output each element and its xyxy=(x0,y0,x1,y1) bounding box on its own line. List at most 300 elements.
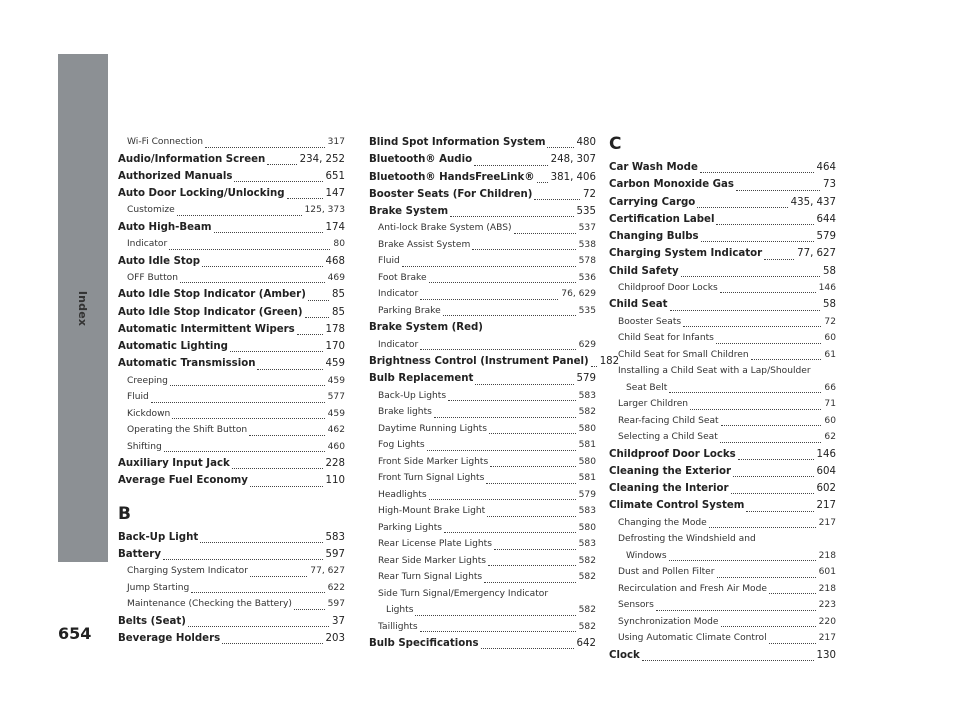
entry-term: Automatic Transmission xyxy=(118,358,256,370)
index-group-b xyxy=(118,529,345,648)
index-entry xyxy=(118,529,345,546)
entry-term: Auto Door Locking/Unlocking xyxy=(118,188,285,199)
index-entry xyxy=(118,355,345,372)
entry-term: Brake Assist System xyxy=(378,239,471,250)
index-subentry xyxy=(118,373,345,390)
index-subentry xyxy=(609,314,836,331)
index-entry xyxy=(369,186,596,203)
entry-term: Rear-facing Child Seat xyxy=(618,415,719,426)
index-subentry xyxy=(369,303,596,320)
entry-page-refs: 535 xyxy=(576,206,596,217)
entry-term: Battery xyxy=(118,548,161,560)
entry-page-refs: 146 xyxy=(818,282,836,293)
entry-page-refs: 130 xyxy=(816,649,836,661)
entry-page-refs: 174 xyxy=(325,221,345,233)
dot-leader xyxy=(200,542,322,543)
entry-page-refs: 583 xyxy=(325,531,345,543)
entry-page-refs: 147 xyxy=(325,188,345,199)
index-entry xyxy=(609,211,836,228)
entry-term: Seat Belt xyxy=(626,382,668,393)
index-subentry xyxy=(609,330,836,347)
entry-page-refs: 582 xyxy=(578,605,596,615)
index-entry xyxy=(118,472,345,489)
entry-term: Brake System (Red) xyxy=(369,322,483,334)
entry-term: Childproof Door Locks xyxy=(618,282,718,293)
index-entry xyxy=(118,151,345,168)
dot-leader xyxy=(169,249,330,250)
index-subentry xyxy=(118,236,345,253)
dot-leader xyxy=(681,276,820,277)
index-entry xyxy=(369,134,596,151)
dot-leader xyxy=(163,559,323,560)
entry-page-refs: 597 xyxy=(325,548,345,560)
page-number: 654 xyxy=(58,624,92,643)
entry-term: Rear License Plate Lights xyxy=(378,539,492,549)
entry-term: Clock xyxy=(609,649,640,661)
entry-term: Kickdown xyxy=(127,408,171,419)
index-subentry xyxy=(118,439,345,456)
entry-term: Automatic Intermittent Wipers xyxy=(118,323,295,335)
entry-term: Indicator xyxy=(378,289,419,300)
entry-term: Auto Idle Stop xyxy=(118,255,201,267)
index-subentry xyxy=(369,270,596,287)
entry-page-refs: 72 xyxy=(583,188,596,200)
dot-leader xyxy=(188,626,329,627)
entry-page-refs: 58 xyxy=(823,265,836,277)
entry-term: Brake lights xyxy=(378,407,432,417)
index-subentry xyxy=(609,597,836,614)
index-subentry xyxy=(369,503,596,520)
dot-leader xyxy=(222,643,322,644)
dot-leader xyxy=(697,207,787,208)
index-entry xyxy=(118,168,345,185)
dot-leader xyxy=(721,425,822,426)
dot-leader xyxy=(250,576,307,577)
entry-page-refs: 459 xyxy=(327,375,345,386)
index-subentry xyxy=(118,563,345,580)
entry-term: Daytime Running Lights xyxy=(378,423,487,434)
entry-term: Authorized Manuals xyxy=(118,170,233,182)
entry-term: Bluetooth® Audio xyxy=(369,154,473,166)
index-subentry xyxy=(609,396,836,413)
entry-page-refs: 203 xyxy=(325,632,345,644)
entry-term: Back-Up Lights xyxy=(378,390,447,401)
entry-term: Wi-Fi Connection xyxy=(127,137,204,147)
entry-term: Headlights xyxy=(378,489,427,500)
index-entry xyxy=(609,647,836,664)
index-entry xyxy=(609,446,836,463)
entry-page-refs: 217 xyxy=(816,500,836,512)
dot-leader xyxy=(429,282,576,283)
entry-page-refs: 37 xyxy=(332,615,345,627)
index-subentry xyxy=(609,413,836,430)
index-entry xyxy=(118,321,345,338)
entry-page-refs: 223 xyxy=(818,600,836,610)
entry-term: Carrying Cargo xyxy=(609,196,696,208)
entry-term: Operating the Shift Button xyxy=(127,425,248,435)
entry-page-refs: 110 xyxy=(325,475,345,487)
dot-leader xyxy=(736,190,820,191)
dot-leader xyxy=(230,351,323,352)
entry-page-refs: 77, 627 xyxy=(310,566,345,576)
entry-term: Taillights xyxy=(378,621,418,632)
dot-leader xyxy=(420,299,558,300)
index-group-a xyxy=(118,134,345,490)
dot-leader xyxy=(249,435,324,436)
index-entry xyxy=(609,159,836,176)
index-entry xyxy=(609,245,836,262)
entry-page-refs: 85 xyxy=(332,289,345,301)
entry-page-refs: 248, 307 xyxy=(550,154,596,166)
entry-page-refs: 602 xyxy=(816,483,836,494)
index-subentry xyxy=(369,602,596,619)
index-column-2 xyxy=(369,134,620,652)
index-group-c xyxy=(609,159,836,664)
index-subentry xyxy=(609,581,836,598)
index-column-3 xyxy=(609,134,836,664)
entry-page-refs: 146 xyxy=(816,448,836,460)
dot-leader xyxy=(450,216,573,217)
entry-term: Auto Idle Stop Indicator (Amber) xyxy=(118,289,306,301)
index-subentry xyxy=(369,388,596,405)
dot-leader xyxy=(202,266,322,267)
entry-term: Changing Bulbs xyxy=(609,231,699,242)
index-entry xyxy=(369,151,596,168)
entry-page-refs: 217 xyxy=(818,517,836,528)
entry-page-refs: 578 xyxy=(578,256,596,267)
entry-term: Parking Brake xyxy=(378,305,441,316)
entry-term: Selecting a Child Seat xyxy=(618,432,718,442)
dot-leader xyxy=(164,451,325,452)
entry-term: High-Mount Brake Light xyxy=(378,506,486,516)
index-subentry xyxy=(609,614,836,631)
entry-term: Blind Spot Information System xyxy=(369,137,546,148)
entry-page-refs: 538 xyxy=(578,239,596,250)
entry-term: Lights xyxy=(386,605,414,615)
dot-leader xyxy=(494,549,576,550)
entry-term: Dust and Pollen Filter xyxy=(618,567,715,577)
dot-leader xyxy=(746,511,813,512)
dot-leader xyxy=(656,610,816,611)
dot-leader xyxy=(232,468,323,469)
entry-page-refs: 644 xyxy=(816,213,836,225)
index-subentry xyxy=(118,406,345,423)
index-entry xyxy=(609,176,836,193)
entry-term: Audio/Information Screen xyxy=(118,153,266,165)
dot-leader xyxy=(683,326,821,327)
dot-leader xyxy=(716,343,822,344)
dot-leader xyxy=(151,402,325,403)
entry-page-refs: 80 xyxy=(333,239,345,249)
dot-leader xyxy=(308,300,329,301)
index-entry xyxy=(118,613,345,630)
index-entry xyxy=(118,546,345,563)
index-subentry xyxy=(369,470,596,487)
index-subentry xyxy=(369,520,596,537)
dot-leader xyxy=(716,224,813,225)
index-subentry xyxy=(609,347,836,364)
dot-leader xyxy=(429,499,576,500)
entry-term: Cleaning the Exterior xyxy=(609,465,732,477)
entry-page-refs: 579 xyxy=(816,231,836,242)
dot-leader xyxy=(191,592,324,593)
entry-term: Installing a Child Seat with a Lap/Shoulder xyxy=(618,366,811,376)
entry-term: Charging System Indicator xyxy=(609,248,763,260)
entry-page-refs: 583 xyxy=(578,506,596,516)
index-group-b-continued xyxy=(369,134,620,652)
entry-page-refs: 234, 252 xyxy=(299,153,345,165)
entry-term: Certification Label xyxy=(609,213,715,225)
index-subentry xyxy=(609,363,836,380)
entry-term: Booster Seats (For Children) xyxy=(369,188,533,200)
entry-page-refs: 582 xyxy=(578,621,596,632)
index-subentry xyxy=(609,380,836,397)
dot-leader xyxy=(488,565,576,566)
entry-term: Anti-lock Brake System (ABS) xyxy=(378,223,512,234)
index-entry xyxy=(609,497,836,514)
section-letter-c: C xyxy=(609,134,622,154)
dot-leader xyxy=(769,643,816,644)
entry-page-refs: 629 xyxy=(578,339,596,350)
entry-term: Fluid xyxy=(127,392,149,402)
entry-page-refs: 469 xyxy=(327,272,345,283)
entry-page-refs: 71 xyxy=(824,399,836,409)
dot-leader xyxy=(591,366,597,367)
entry-term: Brightness Control (Instrument Panel) xyxy=(369,356,589,367)
dot-leader xyxy=(721,626,816,627)
index-tab-label: Index xyxy=(76,290,90,326)
entry-page-refs: 597 xyxy=(327,599,345,609)
entry-page-refs: 583 xyxy=(578,539,596,549)
dot-leader xyxy=(234,181,322,182)
entry-term: Synchronization Mode xyxy=(618,616,719,627)
index-entry xyxy=(118,630,345,647)
index-subentry xyxy=(369,437,596,454)
entry-page-refs: 66 xyxy=(824,382,836,393)
entry-term: Auto High-Beam xyxy=(118,221,212,233)
dot-leader xyxy=(287,198,323,199)
dot-leader xyxy=(751,359,822,360)
index-side-tab xyxy=(58,54,108,562)
index-entry xyxy=(609,194,836,211)
index-entry xyxy=(118,286,345,303)
entry-term: OFF Button xyxy=(127,272,178,283)
dot-leader xyxy=(444,532,576,533)
entry-term: Charging System Indicator xyxy=(127,566,248,576)
entry-term: Automatic Lighting xyxy=(118,341,228,352)
entry-term: Side Turn Signal/Emergency Indicator xyxy=(378,588,549,599)
dot-leader xyxy=(443,315,576,316)
entry-page-refs: 220 xyxy=(818,616,836,627)
entry-page-refs: 580 xyxy=(578,456,596,467)
dot-leader xyxy=(427,450,576,451)
entry-page-refs: 601 xyxy=(818,567,836,577)
index-subentry xyxy=(609,429,836,446)
entry-page-refs: 125, 373 xyxy=(304,205,345,216)
dot-leader xyxy=(490,466,575,467)
index-entry xyxy=(118,455,345,472)
entry-term: Child Seat for Infants xyxy=(618,333,714,343)
entry-page-refs: 582 xyxy=(578,572,596,582)
dot-leader xyxy=(214,232,323,233)
index-subentry xyxy=(118,422,345,439)
entry-term: Brake System xyxy=(369,206,449,217)
entry-term: Fog Lights xyxy=(378,440,425,450)
index-entry xyxy=(609,480,836,497)
index-subentry xyxy=(369,487,596,504)
dot-leader xyxy=(180,282,325,283)
entry-page-refs: 577 xyxy=(327,392,345,402)
dot-leader xyxy=(297,334,323,335)
dot-leader xyxy=(434,417,576,418)
entry-term: Booster Seats xyxy=(618,316,682,327)
dot-leader xyxy=(709,527,816,528)
dot-leader xyxy=(670,310,820,311)
entry-page-refs: 435, 437 xyxy=(790,196,836,208)
dot-leader xyxy=(487,516,575,517)
entry-page-refs: 218 xyxy=(818,550,836,561)
entry-term: Car Wash Mode xyxy=(609,162,698,173)
dot-leader xyxy=(305,317,329,318)
entry-term: Climate Control System xyxy=(609,500,745,512)
entry-term: Belts (Seat) xyxy=(118,615,186,627)
index-entry xyxy=(118,253,345,270)
index-entry xyxy=(369,370,596,387)
entry-page-refs: 217 xyxy=(818,633,836,643)
entry-term: Beverage Holders xyxy=(118,632,221,644)
index-subentry xyxy=(609,515,836,532)
dot-leader xyxy=(534,199,580,200)
dot-leader xyxy=(489,433,576,434)
entry-term: Changing the Mode xyxy=(618,517,707,528)
dot-leader xyxy=(475,384,573,385)
entry-term: Indicator xyxy=(378,339,419,350)
entry-term: Average Fuel Economy xyxy=(118,475,248,487)
entry-term: Using Automatic Climate Control xyxy=(618,633,767,643)
entry-page-refs: 317 xyxy=(327,137,345,147)
index-entry xyxy=(369,635,596,652)
entry-page-refs: 72 xyxy=(824,316,836,327)
entry-page-refs: 579 xyxy=(576,373,596,385)
index-entry xyxy=(118,219,345,236)
entry-term: Child Seat xyxy=(609,299,668,311)
index-subentry xyxy=(609,630,836,647)
dot-leader xyxy=(769,593,816,594)
dot-leader xyxy=(484,582,576,583)
dot-leader xyxy=(172,418,324,419)
entry-page-refs: 480 xyxy=(576,137,596,148)
entry-term: Recirculation and Fresh Air Mode xyxy=(618,583,767,594)
entry-term: Back-Up Light xyxy=(118,531,199,543)
entry-term: Bulb Replacement xyxy=(369,373,474,385)
entry-page-refs: 460 xyxy=(327,441,345,452)
entry-term: Childproof Door Locks xyxy=(609,448,736,460)
index-subentry xyxy=(609,564,836,581)
dot-leader xyxy=(420,349,575,350)
entry-term: Front Side Marker Lights xyxy=(378,456,489,467)
entry-page-refs: 651 xyxy=(325,170,345,182)
entry-term: Shifting xyxy=(127,441,162,452)
index-entry xyxy=(369,353,620,370)
entry-term: Auxiliary Input Jack xyxy=(118,458,230,469)
index-subentry xyxy=(369,337,596,354)
dot-leader xyxy=(415,615,575,616)
dot-leader xyxy=(267,164,296,165)
entry-page-refs: 85 xyxy=(332,306,345,318)
entry-page-refs: 60 xyxy=(824,333,836,343)
dot-leader xyxy=(733,476,814,477)
dot-leader xyxy=(669,392,821,393)
index-subentry xyxy=(369,286,596,303)
entry-page-refs: 76, 629 xyxy=(561,289,596,300)
index-entry xyxy=(118,338,345,355)
entry-term: Bulb Specifications xyxy=(369,638,479,649)
dot-leader xyxy=(669,560,816,561)
entry-page-refs: 73 xyxy=(823,179,836,191)
index-subentry xyxy=(609,531,836,548)
entry-term: Child Seat for Small Children xyxy=(618,349,749,360)
dot-leader xyxy=(537,182,548,183)
index-entry xyxy=(369,319,596,336)
entry-term: Cleaning the Interior xyxy=(609,483,729,494)
index-subentry xyxy=(369,569,596,586)
entry-page-refs: 58 xyxy=(823,299,836,311)
section-letter-b: B xyxy=(118,503,131,524)
index-entry xyxy=(369,203,596,220)
entry-page-refs: 178 xyxy=(325,323,345,335)
dot-leader xyxy=(720,292,816,293)
dot-leader xyxy=(547,147,573,148)
index-subentry xyxy=(369,619,596,636)
entry-term: Parking Lights xyxy=(378,522,443,533)
index-entry xyxy=(118,304,345,321)
index-subentry xyxy=(609,280,836,297)
dot-leader xyxy=(170,385,325,386)
dot-leader xyxy=(514,233,576,234)
dot-leader xyxy=(448,400,576,401)
index-subentry xyxy=(609,548,836,565)
entry-page-refs: 537 xyxy=(578,223,596,234)
entry-term: Larger Children xyxy=(618,399,689,409)
index-subentry xyxy=(369,421,596,438)
entry-term: Rear Side Marker Lights xyxy=(378,555,487,566)
dot-leader xyxy=(294,609,325,610)
entry-term: Bluetooth® HandsFreeLink® xyxy=(369,171,535,183)
entry-page-refs: 581 xyxy=(578,473,596,483)
entry-page-refs: 77, 627 xyxy=(797,248,836,260)
entry-page-refs: 536 xyxy=(578,272,596,283)
entry-page-refs: 581 xyxy=(578,440,596,450)
index-subentry xyxy=(118,596,345,613)
dot-leader xyxy=(472,249,575,250)
entry-term: Indicator xyxy=(127,239,168,249)
dot-leader xyxy=(731,493,814,494)
entry-page-refs: 583 xyxy=(578,390,596,401)
entry-page-refs: 459 xyxy=(327,408,345,419)
index-subentry xyxy=(369,586,596,603)
dot-leader xyxy=(717,577,816,578)
entry-term: Customize xyxy=(127,205,175,216)
entry-page-refs: 381, 406 xyxy=(550,171,596,183)
entry-term: Defrosting the Windshield and xyxy=(618,534,756,544)
index-entry xyxy=(609,296,836,313)
entry-page-refs: 535 xyxy=(578,305,596,316)
index-subentry xyxy=(369,404,596,421)
entry-page-refs: 61 xyxy=(824,349,836,360)
entry-term: Maintenance (Checking the Battery) xyxy=(127,599,292,609)
index-entry xyxy=(369,169,596,186)
entry-term: Creeping xyxy=(127,375,168,386)
